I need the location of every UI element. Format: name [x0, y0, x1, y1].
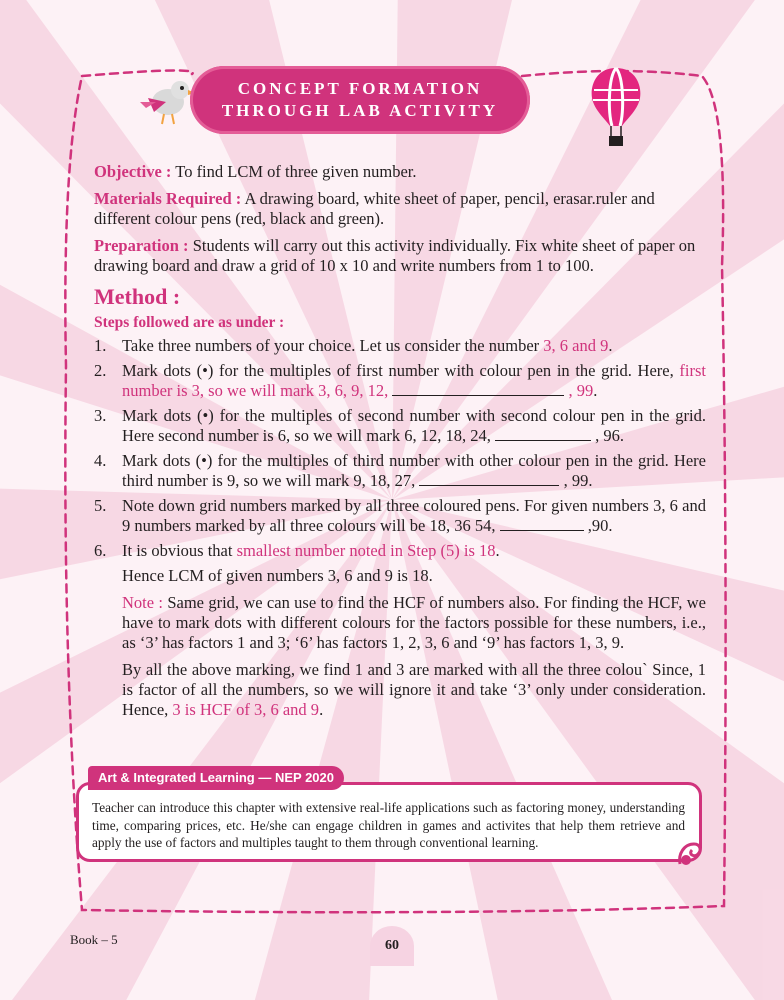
step-3	[94, 406, 706, 446]
step-text-end: , 96.	[591, 426, 625, 445]
note-label: Note :	[122, 593, 163, 612]
step-text-end: , 99.	[559, 471, 593, 490]
steps-heading: Steps followed are as under :	[94, 314, 285, 331]
fill-blank	[392, 382, 564, 396]
banner-title-line2: THROUGH LAB ACTIVITY	[221, 101, 499, 120]
fill-blank	[495, 427, 591, 441]
page-number: 60	[370, 926, 414, 966]
step-number: 4.	[94, 451, 107, 470]
step-text: Mark dots (•) for the multiples of second number with second colour pen in the grid. Here second number is 6, so we will mark 6, 12, 18, 24,	[122, 406, 706, 445]
materials-label: Materials Required :	[94, 189, 242, 208]
step-highlight-end: , 99	[564, 381, 594, 400]
step-text-end: ,90.	[583, 516, 613, 535]
step-4	[94, 451, 706, 491]
step-number: 3.	[94, 406, 107, 425]
objective	[94, 162, 706, 182]
art-integrated-box	[76, 782, 702, 862]
step-number: 6.	[94, 541, 107, 560]
step-number: 5.	[94, 496, 107, 515]
art-text: Teacher can introduce this chapter with extensive real-life applications such as factoring money, understanding time, comparing prices, etc. He/she can engage children in games and activites that help them retrieve and apply the use of factors and multiples taught to them through conventional learning.	[92, 800, 685, 850]
step-text: It is obvious that	[122, 541, 237, 560]
materials	[94, 189, 706, 229]
hot-air-balloon-icon	[588, 64, 644, 154]
hcf-conclusion	[122, 660, 706, 720]
preparation-text: Students will carry out this activity individually. Fix white sheet of paper on drawing board and draw a grid of 10 x 10 and write numbers from 1 to 100.	[94, 236, 696, 275]
step-text: Mark dots (•) for the multiples of third number with other colour pen in the grid. Here third number is 9, so we will mark 9, 18, 27,	[122, 451, 706, 490]
lcm-conclusion: Hence LCM of given numbers 3, 6 and 9 is 18.	[122, 566, 433, 585]
objective-label: Objective :	[94, 162, 172, 181]
preparation	[94, 236, 706, 276]
bird-icon	[134, 72, 198, 128]
hcf-highlight: 3 is HCF of 3, 6 and 9	[172, 700, 320, 719]
art-integrated-tab: Art & Integrated Learning — NEP 2020	[88, 766, 344, 790]
step-2	[94, 361, 706, 401]
step-number: 1.	[94, 336, 107, 355]
step-highlight: smallest number noted in Step (5) is 18	[236, 541, 496, 560]
step-text-end: .	[608, 336, 613, 355]
corner-flourish-icon	[676, 840, 704, 868]
concept-banner	[190, 66, 530, 134]
fill-blank	[500, 517, 584, 531]
materials-text: A drawing board, white sheet of paper, pencil, erasar.ruler and different colour pens (red, black and green).	[94, 189, 655, 228]
step-text-end: .	[593, 381, 598, 400]
step-number: 2.	[94, 361, 107, 380]
method-heading: Method :	[94, 284, 181, 309]
note-text: Same grid, we can use to find the HCF of numbers also. For finding the HCF, we have to mark dots with different colours for the factors possible for these numbers, i.e., as ‘3’ has factors 1 and 3; ‘6’ has factors 1, 2, 3, 6 and ‘9’ has factors 1, 3, 9.	[122, 593, 706, 652]
step-1	[94, 336, 706, 356]
step-text: Mark dots (•) for the multiples of first number with colour pen in the grid. Here,	[122, 361, 680, 380]
step-highlight: 3, 6 and 9	[543, 336, 609, 355]
hcf-text-end: .	[319, 700, 324, 719]
hcf-text: By all the above marking, we find 1 and 3 are marked with all the three colou` Since, 1 is factor of all the numbers, so we will ignore it and take ‘3’ only under consideration. Hence,	[122, 660, 706, 719]
step-text: Note down grid numbers marked by all three coloured pens. For given numbers 3, 6 and 9 numbers marked by all three colours will be 18, 36 54,	[122, 496, 706, 535]
banner-title-line1: CONCEPT FORMATION	[237, 79, 483, 98]
step-text-end: .	[495, 541, 500, 560]
objective-text: To find LCM of three given number.	[171, 162, 417, 181]
note	[122, 593, 706, 653]
fill-blank	[419, 472, 559, 486]
activity-content	[94, 162, 706, 727]
book-label: Book – 5	[70, 932, 118, 947]
step-5	[94, 496, 706, 536]
step-6	[94, 541, 706, 561]
step-highlight: first number is 3, so we will mark 3, 6, 9, 12,	[122, 361, 706, 400]
preparation-label: Preparation :	[94, 236, 189, 255]
step-text: Take three numbers of your choice. Let us consider the number	[122, 336, 544, 355]
